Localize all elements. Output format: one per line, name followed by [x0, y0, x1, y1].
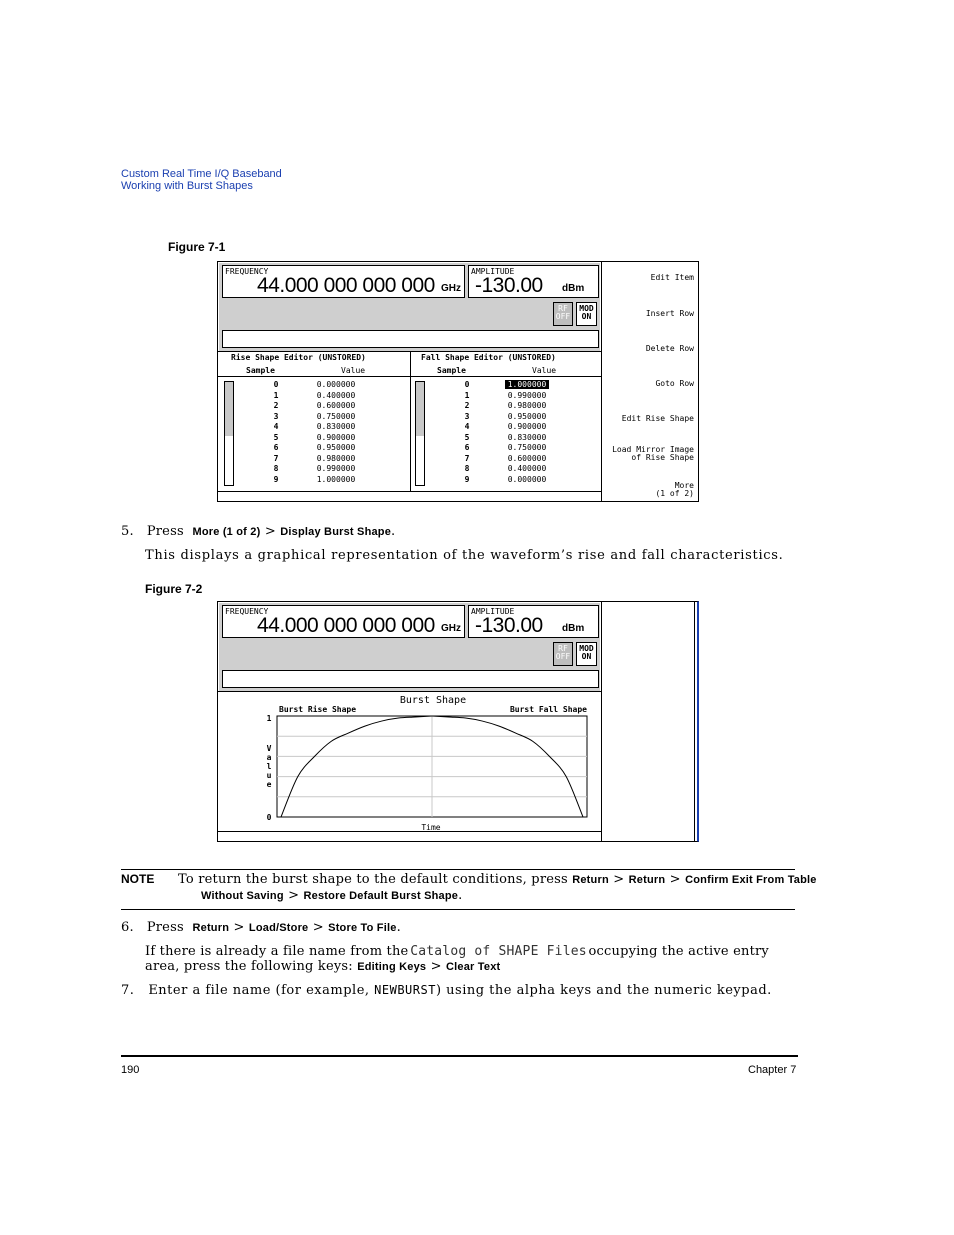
figure-2-screen — [217, 601, 699, 842]
fall-scrollbar[interactable] — [415, 381, 425, 486]
table-row[interactable]: 5 0.900000 — [273, 432, 356, 442]
frequency-display — [222, 265, 465, 298]
y-tick-0: 0 — [266, 813, 272, 822]
softkey-insert-row[interactable]: Insert Row — [645, 309, 694, 318]
table-row[interactable]: 9 0.000000 — [464, 474, 547, 484]
amplitude-value: -130.00 — [475, 274, 543, 297]
y-axis-letter: V — [266, 744, 272, 753]
frequency-label: FREQUENCY — [225, 267, 269, 276]
x-axis-label: Time — [421, 823, 441, 832]
frequency-display — [222, 605, 465, 638]
rise-editor-title: Rise Shape Editor (UNSTORED) — [231, 353, 366, 362]
rise-shape-line — [281, 716, 432, 817]
frequency-unit: GHz — [441, 623, 461, 634]
fall-col-sample: Sample — [437, 366, 466, 375]
rf-off-indicator: RF OFF — [553, 642, 573, 666]
key-display-burst-shape: Display Burst Shape — [280, 526, 392, 538]
step-5: 5. Press More (1 of 2) > Display Burst Shape. — [121, 524, 396, 539]
rise-scrollbar[interactable] — [224, 381, 234, 486]
step-7: 7. Enter a file name (for example, NEWBURST) using the alpha keys and the numeric keypad. — [121, 983, 772, 998]
frequency-value: 44.000 000 000 000 — [257, 614, 435, 637]
step-6-para-line-1: If there is already a file name from the Catalog of SHAPE Files occupying the active entry — [145, 944, 769, 959]
softkey-goto-row[interactable]: Goto Row — [655, 379, 694, 388]
key-more-1-of-2: More (1 of 2) — [192, 526, 261, 538]
rise-table — [256, 380, 376, 485]
frequency-unit: GHz — [441, 283, 461, 294]
rise-col-sample: Sample — [246, 366, 275, 375]
chart-title: Burst Shape — [399, 695, 467, 706]
example-filename: NEWBURST — [374, 983, 436, 997]
table-row[interactable]: 1 0.400000 — [273, 390, 356, 400]
table-row[interactable]: 6 0.750000 — [464, 443, 547, 452]
selected-cell[interactable]: 1.000000 — [505, 380, 550, 389]
table-row[interactable]: 3 0.950000 — [464, 411, 547, 421]
header-line-1: Custom Real Time I/Q Baseband — [121, 168, 282, 180]
amplitude-label: AMPLITUDE — [471, 607, 515, 616]
key-editing-keys: Editing Keys — [357, 961, 427, 973]
key-load-store: Load/Store — [248, 922, 309, 934]
burst-shape-chart — [218, 692, 601, 832]
fall-shape-label: Burst Fall Shape — [509, 705, 587, 714]
active-entry-area[interactable] — [222, 670, 599, 688]
note-label: NOTE — [121, 872, 155, 886]
header-line-2: Working with Burst Shapes — [121, 180, 253, 192]
softkey-edit-item[interactable]: Edit Item — [650, 273, 694, 282]
amplitude-label: AMPLITUDE — [471, 267, 515, 276]
key-clear-text: Clear Text — [446, 961, 501, 973]
note-line-2: Without Saving > Restore Default Burst Shape. — [201, 888, 463, 903]
fall-col-value: Value — [532, 366, 557, 375]
softkey-edit-rise-shape[interactable]: Edit Rise Shape — [621, 414, 694, 423]
fall-table — [447, 380, 567, 485]
rise-shape-label: Burst Rise Shape — [279, 705, 357, 714]
y-axis-letter: u — [266, 771, 272, 780]
step-6-para-line-2: area, press the following keys: Editing Keys > Clear Text — [145, 959, 501, 974]
rf-off-indicator: RF OFF — [553, 302, 573, 326]
running-header — [121, 168, 282, 192]
table-row[interactable]: 7 0.600000 — [464, 453, 547, 463]
softkey-more[interactable]: More (1 of 2) — [655, 481, 694, 498]
frequency-value: 44.000 000 000 000 — [257, 274, 435, 297]
mod-on-indicator: MOD ON — [576, 302, 597, 326]
table-row[interactable]: 6 0.950000 — [273, 443, 356, 452]
key-store-to-file: Store To File — [328, 922, 397, 934]
step-5-number: 5. — [121, 524, 134, 539]
y-axis-letter: l — [266, 762, 272, 771]
step-6: 6. Press Return > Load/Store > Store To File. — [121, 920, 401, 935]
table-row[interactable]: 9 1.000000 — [273, 474, 356, 484]
table-row[interactable]: 4 0.830000 — [273, 422, 356, 431]
active-entry-area[interactable] — [222, 330, 599, 348]
table-row[interactable]: 8 0.990000 — [273, 464, 356, 473]
key-return: Return — [192, 922, 230, 934]
page-number: 190 — [121, 1064, 140, 1076]
mod-on-indicator: MOD ON — [576, 642, 597, 666]
figure-2-label: Figure 7-2 — [145, 582, 203, 596]
rise-col-value: Value — [341, 366, 366, 375]
key-restore-default-burst-shape: Restore Default Burst Shape — [303, 890, 459, 902]
key-confirm-exit-part: Confirm Exit From Table — [685, 874, 817, 886]
amplitude-unit: dBm — [562, 283, 585, 294]
figure-1-label: Figure 7-1 — [168, 240, 226, 254]
table-row[interactable]: 2 0.980000 — [464, 401, 547, 410]
step-5-description: This displays a graphical representation of the waveform’s rise and fall characteristics. — [145, 548, 784, 563]
table-row[interactable]: 1 0.990000 — [464, 390, 547, 400]
amplitude-unit: dBm — [562, 623, 585, 634]
chapter-label: Chapter 7 — [748, 1064, 797, 1076]
fall-editor-title: Fall Shape Editor (UNSTORED) — [421, 353, 556, 362]
catalog-name: Catalog of SHAPE Files — [410, 944, 587, 959]
key-return: Return — [628, 874, 666, 886]
key-return: Return — [572, 874, 609, 886]
table-row[interactable]: 7 0.980000 — [273, 453, 356, 463]
figure-1-screen — [217, 261, 699, 502]
footer-rule — [121, 1055, 798, 1057]
table-row[interactable]: 4 0.900000 — [464, 422, 547, 431]
softkey-load-mirror-image[interactable]: Load Mirror Image of Rise Shape — [612, 445, 694, 462]
table-row[interactable]: 3 0.750000 — [273, 411, 356, 421]
y-axis-letter: a — [266, 753, 272, 762]
amplitude-display — [468, 265, 599, 298]
y-axis-label — [267, 744, 272, 789]
table-row[interactable]: 2 0.600000 — [273, 401, 356, 410]
note-line-1: To return the burst shape to the default conditions, press Return > Return > Confirm Exit From Table — [178, 872, 817, 887]
plot-area — [277, 716, 587, 817]
table-row[interactable]: 8 0.400000 — [464, 464, 547, 473]
frequency-label: FREQUENCY — [225, 607, 269, 616]
y-tick-1: 1 — [266, 714, 272, 723]
table-row[interactable]: 0 1.000000 — [447, 380, 567, 391]
table-row[interactable]: 0 0.000000 — [273, 380, 356, 389]
softkey-delete-row[interactable]: Delete Row — [645, 344, 694, 353]
table-row[interactable]: 5 0.830000 — [464, 432, 547, 442]
amplitude-display — [468, 605, 599, 638]
fall-shape-line — [432, 716, 583, 817]
amplitude-value: -130.00 — [475, 614, 543, 637]
y-axis-letter: e — [266, 780, 272, 789]
